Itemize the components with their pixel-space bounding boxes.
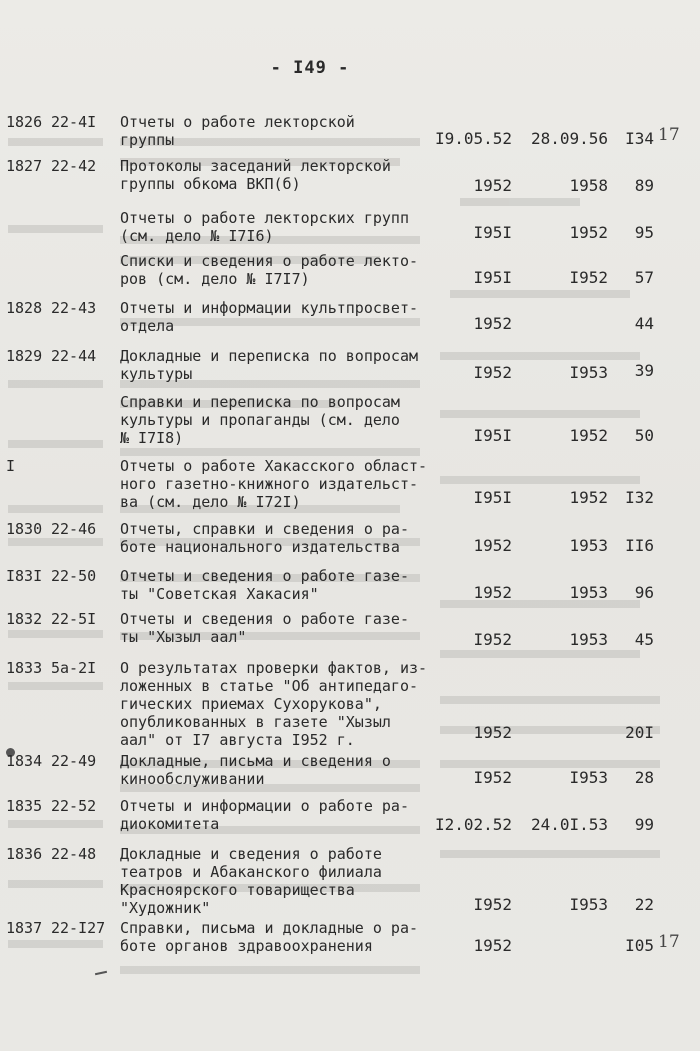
entry-end-date: I952	[569, 268, 608, 287]
entry-number: 1837	[6, 919, 43, 937]
entry-title: Отчеты и сведения о работе газе- ты "Хызыл аал"	[120, 610, 409, 646]
entry-title: Докладные, письма и сведения о кинообслуживании	[120, 752, 391, 788]
entry-start-date: I2.02.52	[434, 815, 512, 834]
entry-code: 22-4I	[51, 113, 97, 131]
entry-start-date: I952	[473, 363, 512, 382]
entry-page-count: 57	[634, 268, 654, 287]
entry-start-date: 1952	[473, 723, 512, 742]
entry-start-date: 1952	[473, 536, 512, 555]
entry-start-date: I952	[473, 895, 512, 914]
entry-start-date: 1952	[473, 936, 512, 955]
entry-code: 22-52	[51, 797, 97, 815]
entry-end-date: 28.09.56	[530, 129, 608, 148]
entry-code: 22-43	[51, 299, 97, 317]
entry-title: Отчеты о работе Хакасского област- ного газетно-книжного издательст- ва (см. дело № I72I)	[120, 457, 428, 511]
entry-end-date: 1952	[569, 223, 608, 242]
entry-end-date: I953	[569, 895, 608, 914]
entry-code: 22-46	[51, 520, 97, 538]
entry-number: 1836	[6, 845, 43, 863]
entry-end-date: I953	[569, 363, 608, 382]
entry-page-count: 39	[634, 361, 654, 380]
entry-end-date: 1958	[569, 176, 608, 195]
entry-start-date: I95I	[473, 426, 512, 445]
entry-number: 1829	[6, 347, 43, 365]
entry-page-count: II6	[625, 536, 654, 555]
entry-number: 1834	[6, 752, 43, 770]
entry-page-count: 45	[634, 630, 654, 649]
entry-code: 22-44	[51, 347, 97, 365]
entry-start-date: I95I	[473, 223, 512, 242]
entry-code: 22-50	[51, 567, 97, 585]
entry-title: Отчеты о работе лекторских групп (см. дело № I7I6)	[120, 209, 409, 245]
entry-number: I83I	[6, 567, 43, 585]
entry-page-count: 50	[634, 426, 654, 445]
entry-title: Докладные и переписка по вопросам культуры	[120, 347, 419, 383]
entry-code: 22-I27	[51, 919, 106, 937]
entry-code: 22-5I	[51, 610, 97, 628]
entry-title: Отчеты и информации культпросвет- отдела	[120, 299, 419, 335]
entry-title: Отчеты о работе лекторской группы	[120, 113, 355, 149]
entry-code: 22-42	[51, 157, 97, 175]
handwritten-annotation: 17	[658, 125, 680, 145]
entry-start-date: 1952	[473, 583, 512, 602]
entry-end-date: 1953	[569, 583, 608, 602]
entry-page-count: 20I	[625, 723, 654, 742]
entry-number: 1833	[6, 659, 43, 677]
entry-end-date: 24.0I.53	[530, 815, 608, 834]
entry-title: Списки и сведения о работе лекто- ров (см. дело № I7I7)	[120, 252, 419, 288]
entry-title: Справки, письма и докладные о ра- боте органов здравоохранения	[120, 919, 419, 955]
entry-number: 1832	[6, 610, 43, 628]
entry-start-date: I952	[473, 768, 512, 787]
entry-end-date: 1952	[569, 488, 608, 507]
entry-start-date: I95I	[473, 488, 512, 507]
entry-code: 5a-2I	[51, 659, 97, 677]
entry-title: Отчеты и сведения о работе газе- ты "Советская Хакасия"	[120, 567, 409, 603]
entry-page-count: I34	[625, 129, 654, 148]
entry-end-date: 1953	[569, 630, 608, 649]
entry-title: Отчеты, справки и сведения о ра- боте национального издательства	[120, 520, 409, 556]
entry-code: 22-48	[51, 845, 97, 863]
entry-page-count: 44	[634, 314, 654, 333]
entry-page-count: I05	[625, 936, 654, 955]
entry-start-date: I952	[473, 630, 512, 649]
entry-end-date: I953	[569, 768, 608, 787]
entry-number: 1828	[6, 299, 43, 317]
entry-start-date: I9.05.52	[434, 129, 512, 148]
entry-title: Отчеты и информации о работе ра- диокомитета	[120, 797, 409, 833]
entry-start-date: 1952	[473, 176, 512, 195]
handwritten-annotation: 17	[658, 932, 680, 952]
entry-start-date: 1952	[473, 314, 512, 333]
entry-end-date: 1952	[569, 426, 608, 445]
page-number: - I49 -	[270, 58, 350, 78]
entry-title: Докладные и сведения о работе театров и Абаканского филиала Красноярского товарищества "Художник"	[120, 845, 382, 917]
entry-page-count: 96	[634, 583, 654, 602]
entry-page-count: 95	[634, 223, 654, 242]
entry-number: 1826	[6, 113, 43, 131]
pen-mark	[95, 971, 107, 975]
entry-code: 22-49	[51, 752, 97, 770]
entry-start-date: I95I	[473, 268, 512, 287]
entry-number: 1835	[6, 797, 43, 815]
entry-page-count: I32	[625, 488, 654, 507]
entry-title: О результатах проверки фактов, из- ложенных в статье "Об антипедаго- гических приемах Сухорукова", опубликованных в газете "Хызыл аал" от I7 августа I952 г.	[120, 659, 428, 749]
entry-title: Справки и переписка по вопросам культуры и пропаганды (см. дело № I7I8)	[120, 393, 400, 447]
entry-page-count: 28	[634, 768, 654, 787]
entry-title: Протоколы заседаний лекторской группы обкома ВКП(б)	[120, 157, 391, 193]
entry-page-count: 22	[634, 895, 654, 914]
entry-page-count: 89	[634, 176, 654, 195]
entry-number: 1830	[6, 520, 43, 538]
entry-page-count: 99	[634, 815, 654, 834]
entry-end-date: 1953	[569, 536, 608, 555]
entry-number: I	[6, 457, 16, 475]
entry-number: 1827	[6, 157, 43, 175]
